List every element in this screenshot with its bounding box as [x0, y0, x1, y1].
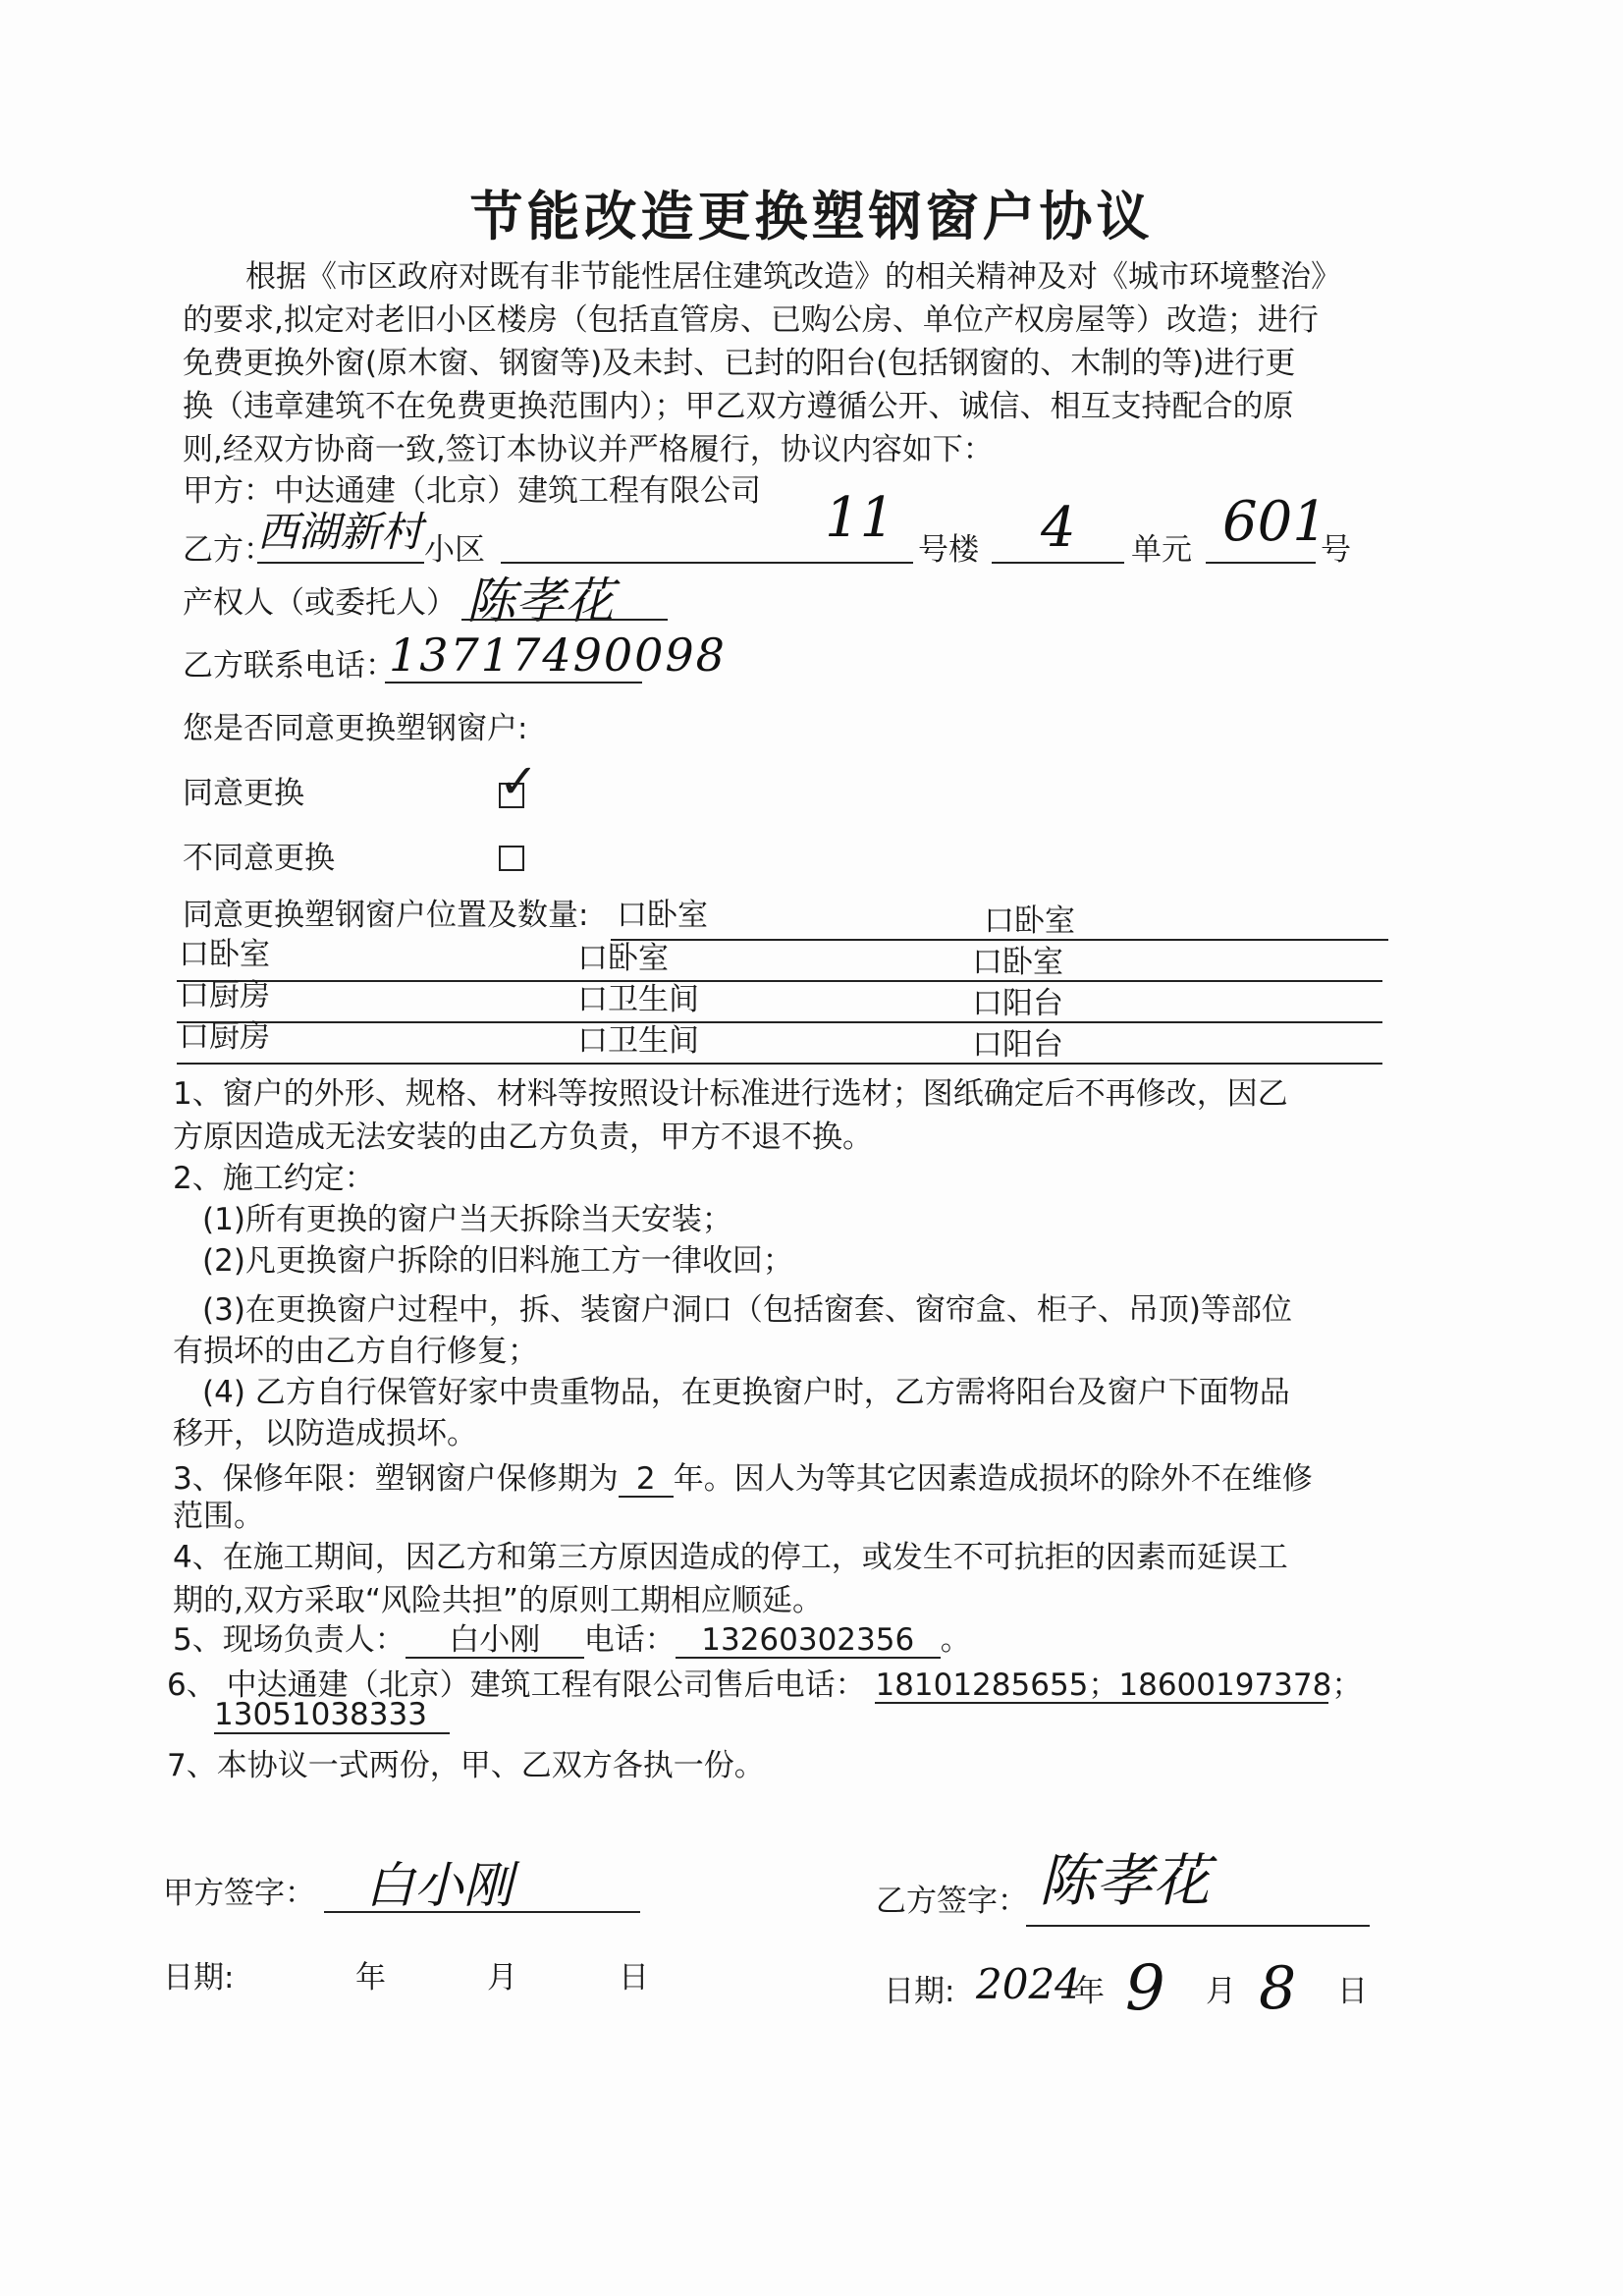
- positions-line-2: [177, 1021, 1382, 1023]
- after-sales-phones: 18101285655；18600197378；: [875, 1667, 1363, 1703]
- clause-2: 2、施工约定：: [173, 1161, 375, 1196]
- unit-underline: [992, 562, 1124, 564]
- party-a-date-year: 年: [355, 1960, 386, 1995]
- position-row3-c: 口阳台: [972, 1027, 1063, 1063]
- community-underline: [257, 562, 424, 564]
- clause-2-4-line-1: (4) 乙方自行保管好家中贵重物品，在更换窗户时，乙方需将阳台及窗户下面物品: [202, 1375, 1290, 1410]
- intro-line-4: 换（违章建筑不在免费更换范围内）；甲乙双方遵循公开、诚信、相互支持配合的原: [183, 389, 1294, 424]
- position-row1-b: 口卧室: [577, 941, 669, 976]
- party-b-room: 601: [1222, 490, 1327, 554]
- party-a-date-day: 日: [619, 1960, 649, 1995]
- party-b-date-day-value: 8: [1259, 1954, 1297, 2023]
- intro-line-3: 免费更换外窗(原木窗、钢窗等)及未封、已封的阳台(包括钢窗的、木制的等)进行更: [183, 346, 1296, 381]
- site-manager-name: 白小刚: [406, 1623, 584, 1659]
- positions-line-0: [611, 939, 1388, 941]
- disagree-checkbox: [499, 846, 524, 871]
- agree-label: 同意更换: [183, 776, 304, 811]
- clause-7: 7、本协议一式两份，甲、乙双方各执一份。: [167, 1748, 765, 1783]
- owner-label: 产权人（或委托人）: [183, 585, 457, 621]
- party-b-signature-line: [1026, 1925, 1370, 1927]
- party-a-signature: 白小刚: [365, 1857, 513, 1914]
- intro-line-5: 则,经双方协商一致,签订本协议并严格履行，协议内容如下：: [183, 432, 994, 467]
- party-b-date-day: 日: [1337, 1974, 1368, 2009]
- check-mark-icon: ✓: [499, 754, 539, 809]
- clause-2-3-line-2: 有损坏的由乙方自行修复；: [173, 1334, 538, 1369]
- clause-5: 5、现场负责人： 白小刚 电话： 13260302356 。: [173, 1622, 971, 1658]
- position-row3-b: 口卫生间: [577, 1023, 699, 1059]
- clause-3-line-2: 范围。: [173, 1499, 264, 1534]
- position-row2-b: 口卫生间: [577, 982, 699, 1017]
- position-row2-c: 口阳台: [972, 986, 1063, 1021]
- party-a: [183, 471, 761, 511]
- intro-line-1: 根据《市区政府对既有非节能性居住建筑改造》的相关精神及对《城市环境整治》: [245, 259, 1341, 295]
- document-title: 节能改造更换塑钢窗户协议: [469, 186, 1154, 247]
- party-b-date-month: 月: [1206, 1974, 1236, 2009]
- agree-question: 您是否同意更换塑钢窗户:: [183, 711, 528, 746]
- position-row3-a: 口厨房: [179, 1019, 270, 1055]
- party-b-label: 乙方：: [183, 532, 274, 568]
- party-a-signature-label: 甲方签字：: [163, 1876, 315, 1911]
- positions-label: 同意更换塑钢窗户位置及数量:: [183, 898, 589, 933]
- party-b-date-year-value: 2024: [976, 1960, 1081, 2008]
- clause-2-2: (2)凡更换窗户拆除的旧料施工方一律收回；: [202, 1243, 793, 1279]
- party-a-label: 甲方：: [183, 473, 274, 509]
- clause-6-line-2: [214, 1695, 450, 1734]
- room-suffix: 号: [1321, 532, 1351, 568]
- party-b-signature-label: 乙方签字：: [876, 1884, 1028, 1919]
- clause-1-line-1: 1、窗户的外形、规格、材料等按照设计标准进行选材；图纸确定后不再修改，因乙: [173, 1076, 1288, 1112]
- party-b-community: 西湖新村: [257, 508, 423, 556]
- party-a-date-month: 月: [487, 1960, 517, 1995]
- clause-2-3-line-1: (3)在更换窗户过程中，拆、装窗户洞口（包括窗套、窗帘盒、柜子、吊顶)等部位: [202, 1292, 1293, 1328]
- clause-3-line-1: 3、保修年限：塑钢窗户保修期为 2 年。因人为等其它因素造成损坏的除外不在维修: [173, 1461, 1313, 1497]
- clause-4-line-2: 期的,双方采取“风险共担”的原则工期相应顺延。: [173, 1583, 823, 1618]
- party-b-signature: 陈孝花: [1039, 1847, 1211, 1914]
- intro-line-2: 的要求,拟定对老旧小区楼房（包括直管房、已购公房、单位产权房屋等）改造；进行: [183, 302, 1319, 338]
- disagree-label: 不同意更换: [183, 841, 335, 876]
- party-a-date-label: 日期:: [163, 1960, 235, 1995]
- position-row1-a: 口卧室: [179, 937, 270, 972]
- positions-line-3: [177, 1063, 1382, 1065]
- owner-signature: 陈孝花: [466, 573, 614, 629]
- position-row0-b: 口卧室: [984, 903, 1075, 939]
- party-a-signature-line: [324, 1911, 640, 1913]
- phone-underline: [385, 682, 642, 683]
- party-b-date-month-value: 9: [1125, 1952, 1165, 2025]
- clause-1-line-2: 方原因造成无法安装的由乙方负责，甲方不退不换。: [173, 1120, 873, 1155]
- room-underline: [1206, 562, 1316, 564]
- party-b-date-year: 年: [1074, 1974, 1105, 2009]
- party-a-name: 中达通建（北京）建筑工程有限公司: [274, 473, 761, 509]
- clause-6-line-1: 6、 中达通建（北京）建筑工程有限公司售后电话： 18101285655；18600197378；: [167, 1667, 1363, 1703]
- owner-underline: [461, 619, 668, 621]
- position-row2-a: 口厨房: [179, 978, 270, 1013]
- clause-4-line-1: 4、在施工期间，因乙方和第三方原因造成的停工，或发生不可抗拒的因素而延误工: [173, 1540, 1288, 1575]
- positions-line-1: [177, 980, 1382, 982]
- position-row1-c: 口卧室: [972, 945, 1063, 980]
- site-manager-phone: 13260302356: [676, 1623, 941, 1659]
- clause-2-1: (1)所有更换的窗户当天拆除当天安装；: [202, 1202, 732, 1237]
- position-row0-a: 口卧室: [617, 898, 708, 933]
- phone-label: 乙方联系电话：: [183, 648, 396, 683]
- after-sales-phone-3: 13051038333: [214, 1697, 450, 1734]
- party-b-unit: 4: [1041, 496, 1076, 560]
- warranty-years: 2: [619, 1462, 674, 1498]
- clause-2-4-line-2: 移开，以防造成损坏。: [173, 1416, 477, 1451]
- unit-suffix: 单元: [1131, 532, 1192, 568]
- party-b-building: 11: [825, 486, 895, 550]
- building-suffix: 号楼: [918, 532, 979, 568]
- community-suffix: 小区: [424, 532, 485, 568]
- phone-value: 13717490098: [389, 629, 727, 682]
- party-b-date-label: 日期:: [884, 1974, 955, 2009]
